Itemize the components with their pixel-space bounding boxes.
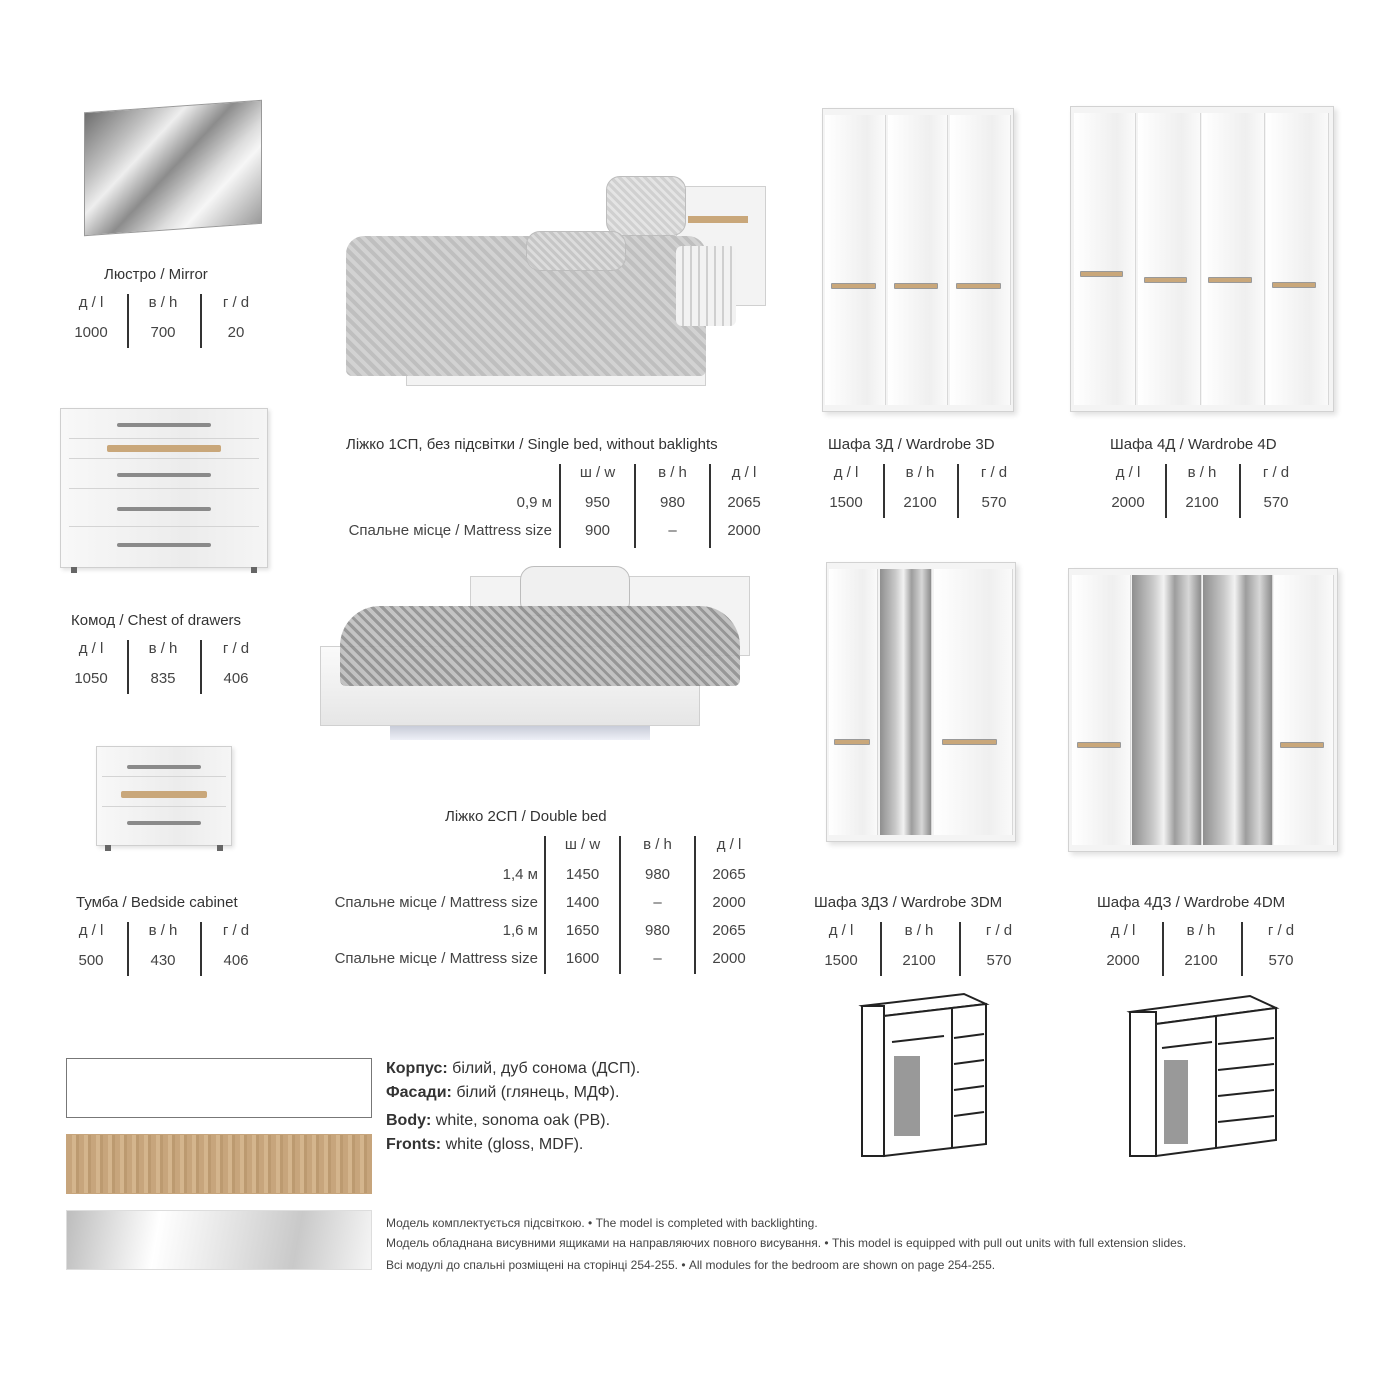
divider	[1239, 464, 1241, 518]
divider	[200, 294, 202, 348]
spec-value: 900	[584, 522, 611, 539]
drawer	[69, 527, 259, 563]
spec-value: 2065	[712, 922, 746, 939]
divider	[880, 922, 882, 976]
spec-value: 570	[1268, 952, 1294, 969]
wardrobe-door	[950, 115, 1011, 405]
bedside-specs	[60, 922, 275, 980]
spec-row-label: 1,4 м	[502, 866, 538, 883]
spec-value: 1500	[824, 952, 858, 969]
spec-header: г / d	[1262, 464, 1290, 481]
drawer-handle	[117, 507, 212, 511]
door-handle	[1144, 277, 1187, 283]
divider	[200, 640, 202, 694]
spec-value: 835	[150, 670, 176, 687]
spec-value: 1050	[74, 670, 108, 687]
wardrobe-4dm-image	[1068, 568, 1338, 852]
note-backlighting: Модель комплектується підсвіткою. • The model is completed with backlighting.	[386, 1216, 818, 1230]
spec-header: в / h	[148, 640, 178, 657]
spec-row-label: Спальне місце / Mattress size	[334, 894, 538, 911]
spec-header: г / d	[222, 922, 250, 939]
wardrobe-door	[1266, 113, 1329, 405]
spec-header: г / d	[1267, 922, 1295, 939]
divider	[1165, 464, 1167, 518]
spec-header: в / h	[148, 294, 178, 311]
wardrobe-door	[888, 115, 949, 405]
drawer-handle	[127, 765, 201, 769]
spec-value: –	[653, 950, 662, 967]
spec-header: д / l	[828, 922, 854, 939]
drawer	[69, 439, 259, 459]
bed-sheet	[676, 246, 736, 326]
material-label: Body:	[386, 1112, 432, 1129]
spec-row-label: 1,6 м	[502, 922, 538, 939]
spec-header: ш / w	[579, 464, 616, 481]
material-label: Фасади:	[386, 1084, 452, 1101]
spec-value: 2100	[1185, 494, 1219, 511]
spec-header: д / l	[1110, 922, 1136, 939]
wardrobe-door	[825, 115, 886, 405]
door-handle	[1080, 271, 1123, 277]
divider	[619, 836, 621, 974]
spec-row-label: Спальне місце / Mattress size	[334, 950, 538, 967]
spec-value: 2100	[903, 494, 937, 511]
bed-throw	[340, 606, 740, 686]
spec-header: д / l	[78, 922, 104, 939]
drawer	[102, 747, 225, 777]
spec-header: г / d	[980, 464, 1008, 481]
door-handle	[831, 283, 876, 289]
spec-header: в / h	[1187, 464, 1217, 481]
door-handle	[956, 283, 1001, 289]
material-label: Fronts:	[386, 1136, 442, 1153]
spec-value: 2100	[902, 952, 936, 969]
spec-value: 980	[644, 922, 671, 939]
divider	[694, 836, 696, 974]
drawer	[102, 777, 225, 807]
material-body-en	[386, 1112, 610, 1130]
wardrobe-4d-specs	[1094, 464, 1314, 522]
spec-header: д / l	[78, 640, 104, 657]
divider	[709, 464, 711, 548]
wardrobe-3d-image	[822, 108, 1014, 412]
spec-value: 2065	[727, 494, 761, 511]
spec-header: в / h	[658, 464, 687, 481]
spec-value: 406	[223, 670, 249, 687]
spec-value: –	[653, 894, 662, 911]
pillow	[526, 231, 626, 271]
spec-header: в / h	[904, 922, 934, 939]
spec-header: д / l	[833, 464, 859, 481]
material-value: white, sonoma oak (PB).	[435, 1112, 611, 1129]
spec-value: 570	[986, 952, 1012, 969]
drawer-handle	[127, 821, 201, 825]
drawer	[69, 489, 259, 527]
spec-value: 980	[659, 494, 686, 511]
spec-value: 1400	[565, 894, 600, 911]
divider	[1241, 922, 1243, 976]
double-bed-title: Ліжко 2СП / Double bed	[445, 808, 607, 825]
material-fronts-ua	[386, 1084, 619, 1102]
cabinet-foot	[251, 567, 257, 573]
wardrobe-4d-image	[1070, 106, 1334, 412]
door-handle	[894, 283, 939, 289]
drawer-handle	[117, 473, 212, 477]
material-label: Корпус:	[386, 1060, 448, 1077]
spec-value: 2065	[712, 866, 746, 883]
spec-value: 700	[150, 324, 176, 341]
wardrobe-3d-interior-diagram	[854, 986, 994, 1166]
drawer	[102, 807, 225, 841]
spec-value: 430	[150, 952, 176, 969]
cabinet-foot	[105, 845, 111, 851]
wardrobe-door	[1074, 113, 1137, 405]
divider	[959, 922, 961, 976]
door-handle	[834, 739, 870, 745]
drawer-handle	[117, 423, 212, 427]
door-handle	[1272, 282, 1315, 288]
bed-backlight	[390, 726, 650, 740]
drawer-handle	[107, 445, 221, 452]
wardrobe-4d-title: Шафа 4Д / Wardrobe 4D	[1110, 436, 1277, 453]
bedside-cabinet-image	[96, 746, 232, 846]
divider	[127, 294, 129, 348]
material-value: білий, дуб сонома (ДСП).	[452, 1060, 641, 1077]
note-modules-page: Всі модулі до спальні розміщені на сторінці 254-255. • All modules for the bedroom are shown on page 254-255.	[386, 1258, 996, 1272]
single-bed-image	[346, 176, 766, 416]
spec-header: в / h	[148, 922, 178, 939]
pillow	[606, 176, 686, 236]
spec-value: 570	[1263, 494, 1289, 511]
drawer	[69, 459, 259, 489]
divider	[1162, 922, 1164, 976]
spec-value: 500	[78, 952, 104, 969]
spec-value: 2000	[1106, 952, 1140, 969]
swatch-white	[66, 1058, 372, 1118]
bedside-title: Тумба / Bedside cabinet	[76, 894, 238, 911]
wardrobe-door	[1138, 113, 1201, 405]
chest-title: Комод / Chest of drawers	[71, 612, 242, 629]
divider	[559, 464, 561, 548]
note-extension-slides: Модель обладнана висувними ящиками на направляючих повного висування. • This model is equipped with pull out units with full extension slides.	[386, 1236, 1187, 1250]
drawer-handle	[117, 543, 212, 547]
spec-header: в / h	[905, 464, 935, 481]
cabinet-foot	[217, 845, 223, 851]
wardrobe-door	[1274, 575, 1334, 846]
spec-value: 1650	[565, 922, 600, 939]
swatch-sonoma-oak	[66, 1134, 372, 1194]
drawer	[69, 409, 259, 439]
cabinet-foot	[71, 567, 77, 573]
wardrobe-3dm-specs	[806, 922, 1036, 980]
spec-header: д / l	[1115, 464, 1141, 481]
spec-header: ш / w	[564, 836, 601, 853]
mirror-title: Люстро / Mirror	[104, 266, 208, 283]
spec-value: 1600	[565, 950, 600, 967]
double-bed-specs	[300, 836, 760, 976]
wardrobe-door	[934, 569, 1013, 836]
single-bed-title: Ліжко 1СП, без підсвітки / Single bed, without baklights	[346, 436, 718, 453]
spec-value: 406	[223, 952, 249, 969]
spec-value: 2000	[727, 522, 761, 539]
spec-row-label: 0,9 м	[516, 494, 552, 511]
material-value: білий (глянець, МДФ).	[456, 1084, 620, 1101]
double-bed-image	[320, 566, 760, 776]
mirror-specs	[60, 294, 275, 352]
spec-value: 20	[227, 324, 245, 341]
spec-header: г / d	[985, 922, 1013, 939]
divider	[544, 836, 546, 974]
door-handle	[1280, 742, 1324, 748]
headboard-oak-strip	[688, 216, 748, 223]
wardrobe-4dm-title: Шафа 4ДЗ / Wardrobe 4DM	[1097, 894, 1286, 911]
spec-header: д / l	[716, 836, 742, 853]
material-body-ua	[386, 1060, 640, 1078]
wardrobe-mirror-door	[1203, 575, 1273, 846]
wardrobe-3d-specs	[812, 464, 1032, 522]
door-handle	[1208, 277, 1251, 283]
wardrobe-4d-interior-diagram	[1124, 986, 1284, 1166]
door-handle	[942, 739, 997, 745]
wardrobe-3dm-title: Шафа 3ДЗ / Wardrobe 3DM	[814, 894, 1003, 911]
spec-value: 1000	[74, 324, 108, 341]
spec-value: 2000	[712, 894, 746, 911]
wardrobe-door	[829, 569, 878, 836]
spec-value: 570	[981, 494, 1007, 511]
door-handle	[1077, 742, 1120, 748]
spec-value: 2000	[712, 950, 746, 967]
divider	[883, 464, 885, 518]
spec-row-label: Спальне місце / Mattress size	[348, 522, 552, 539]
spec-value: 1450	[565, 866, 600, 883]
wardrobe-mirror-door	[880, 569, 933, 836]
spec-value: 950	[584, 494, 611, 511]
divider	[957, 464, 959, 518]
spec-value: 1500	[829, 494, 863, 511]
wardrobe-3dm-image	[826, 562, 1016, 842]
divider	[127, 640, 129, 694]
swatch-mirror	[66, 1210, 372, 1270]
divider	[200, 922, 202, 976]
spec-header: д / l	[78, 294, 104, 311]
spec-header: г / d	[222, 294, 250, 311]
wardrobe-door	[1202, 113, 1265, 405]
wardrobe-mirror-door	[1132, 575, 1202, 846]
material-value: white (gloss, MDF).	[445, 1136, 584, 1153]
mirror-image	[84, 100, 262, 236]
material-fronts-en	[386, 1136, 583, 1154]
spec-header: д / l	[731, 464, 757, 481]
spec-header: в / h	[1186, 922, 1216, 939]
single-bed-specs	[310, 464, 770, 552]
wardrobe-door	[1072, 575, 1131, 846]
spec-value: –	[668, 522, 677, 539]
drawer-handle	[121, 791, 207, 798]
chest-of-drawers-image	[60, 408, 268, 568]
divider	[634, 464, 636, 548]
spec-value: 2100	[1184, 952, 1218, 969]
spec-header: в / h	[643, 836, 672, 853]
spec-value: 980	[644, 866, 671, 883]
chest-specs	[60, 640, 275, 698]
spec-header: г / d	[222, 640, 250, 657]
wardrobe-3d-title: Шафа 3Д / Wardrobe 3D	[828, 436, 995, 453]
wardrobe-4dm-specs	[1088, 922, 1323, 980]
spec-value: 2000	[1111, 494, 1145, 511]
divider	[127, 922, 129, 976]
